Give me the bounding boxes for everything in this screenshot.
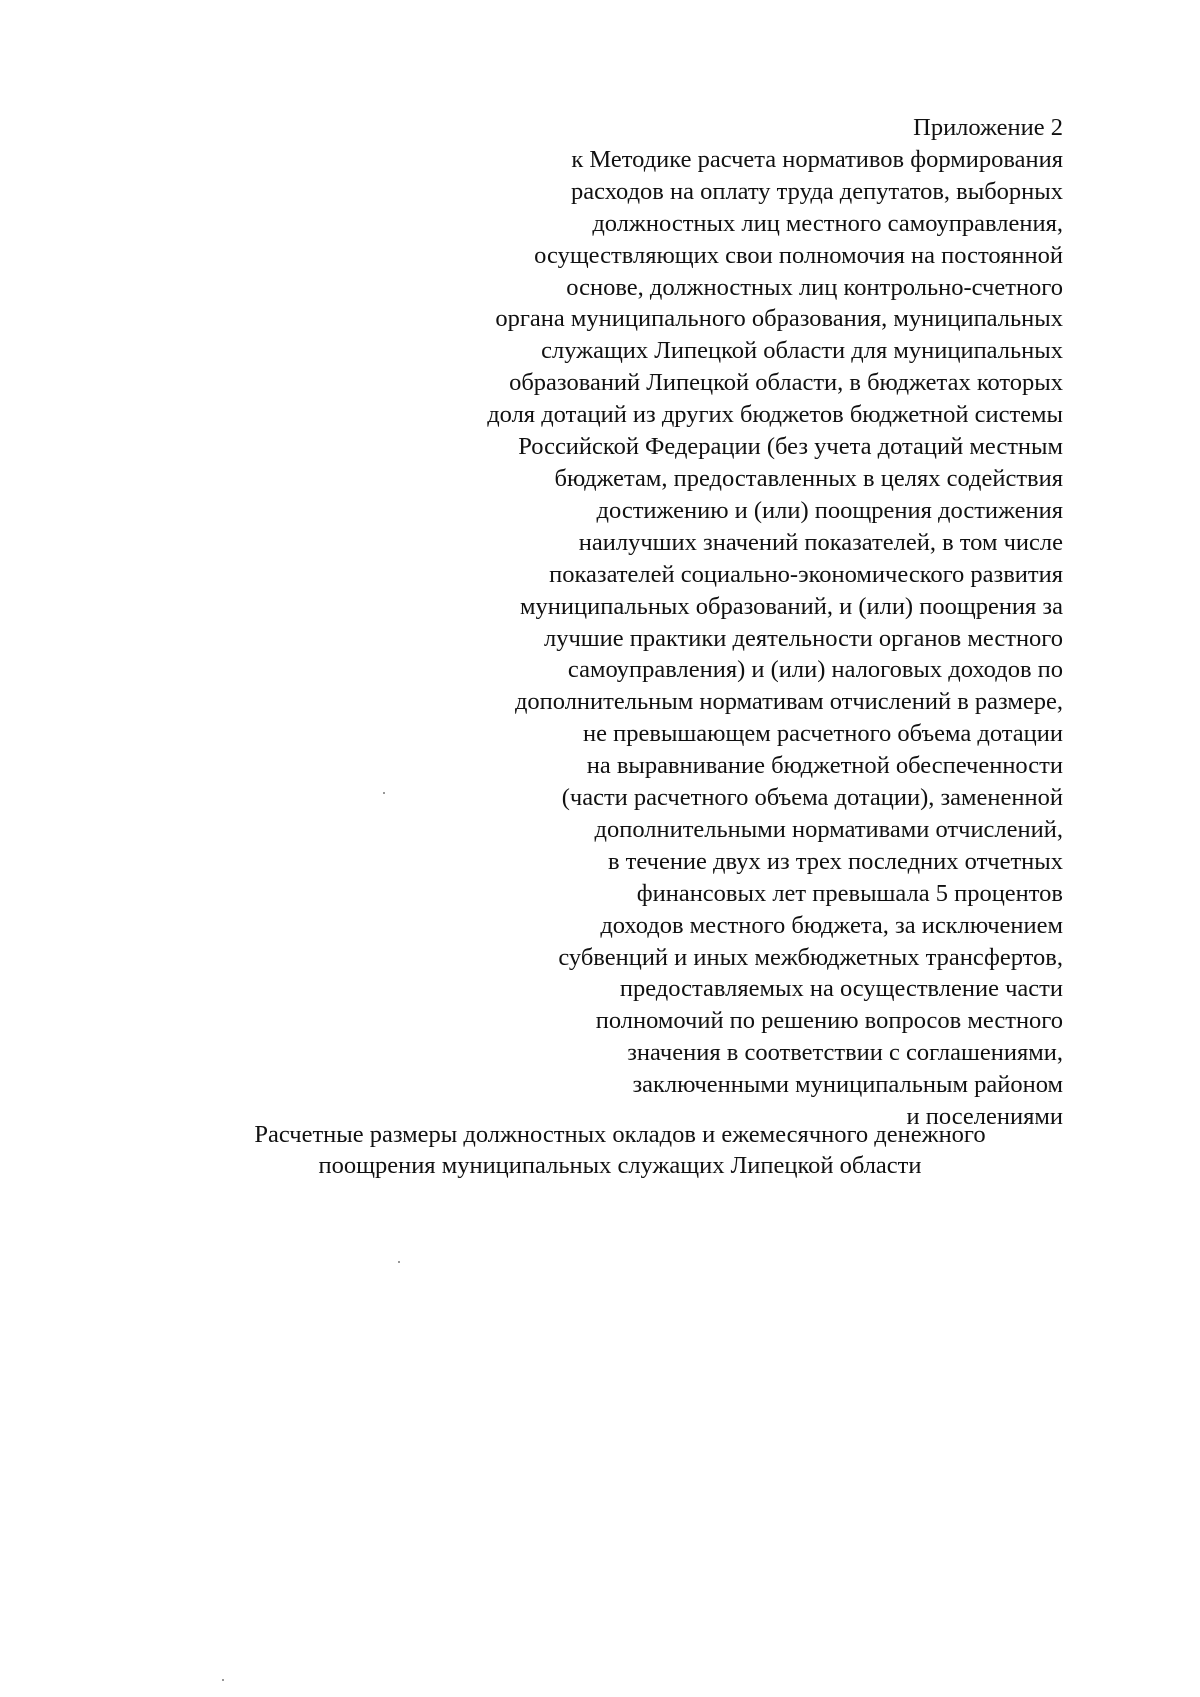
appendix-line: образований Липецкой области, в бюджетах которых xyxy=(509,369,1063,397)
appendix-line: дополнительным нормативам отчислений в размере, xyxy=(514,688,1063,716)
title-line: поощрения муниципальных служащих Липецкой области xyxy=(318,1152,922,1179)
appendix-line: органа муниципального образования, муниципальных xyxy=(495,305,1063,333)
appendix-line: (части расчетного объема дотации), замененной xyxy=(561,784,1063,812)
appendix-line: наилучших значений показателей, в том числе xyxy=(578,528,1063,556)
appendix-line: лучшие практики деятельности органов местного xyxy=(543,624,1063,652)
appendix-line: должностных лиц местного самоуправления, xyxy=(592,209,1063,237)
appendix-line: дополнительными нормативами отчислений, xyxy=(594,815,1063,843)
appendix-line: расходов на оплату труда депутатов, выборных xyxy=(571,177,1063,205)
scan-speck xyxy=(398,1261,400,1263)
appendix-line: субвенций и иных межбюджетных трансфертов, xyxy=(558,943,1063,971)
appendix-line: в течение двух из трех последних отчетных xyxy=(607,847,1063,875)
appendix-line: заключенными муниципальным районом xyxy=(632,1071,1063,1099)
appendix-line: достижению и (или) поощрения достижения xyxy=(596,496,1063,524)
appendix-line: показателей социально-экономического развития xyxy=(549,560,1063,588)
appendix-line: предоставляемых на осуществление части xyxy=(619,975,1063,1003)
appendix-line: не превышающем расчетного объема дотации xyxy=(583,720,1063,748)
appendix-line: основе, должностных лиц контрольно-счетного xyxy=(566,273,1063,301)
appendix-line: и поселениями xyxy=(906,1103,1063,1131)
appendix-line: бюджетам, предоставленных в целях содействия xyxy=(554,464,1063,492)
appendix-line: финансовых лет превышала 5 процентов xyxy=(636,879,1063,907)
appendix-line: самоуправления) и (или) налоговых доходов по xyxy=(567,656,1063,684)
appendix-line: Приложение 2 xyxy=(913,114,1063,141)
appendix-line: на выравнивание бюджетной обеспеченности xyxy=(586,752,1063,780)
appendix-line: доходов местного бюджета, за исключением xyxy=(600,911,1063,939)
scan-speck xyxy=(383,792,385,794)
document-title xyxy=(0,1119,1200,1181)
appendix-line: значения в соответствии с соглашениями, xyxy=(627,1039,1063,1067)
appendix-line: муниципальных образований, и (или) поощрения за xyxy=(520,592,1063,620)
appendix-line: полномочий по решению вопросов местного xyxy=(595,1007,1063,1035)
appendix-line: осуществляющих свои полномочия на постоянной xyxy=(534,241,1063,269)
appendix-line: Российской Федерации (без учета дотаций местным xyxy=(518,433,1063,461)
appendix-header xyxy=(487,112,1063,1133)
appendix-line: доля дотаций из других бюджетов бюджетной системы xyxy=(487,401,1063,429)
appendix-line: к Методике расчета нормативов формирования xyxy=(571,145,1063,173)
scan-speck xyxy=(222,1679,224,1681)
appendix-line: служащих Липецкой области для муниципальных xyxy=(541,337,1063,365)
title-line: Расчетные размеры должностных окладов и ежемесячного денежного xyxy=(254,1121,986,1148)
